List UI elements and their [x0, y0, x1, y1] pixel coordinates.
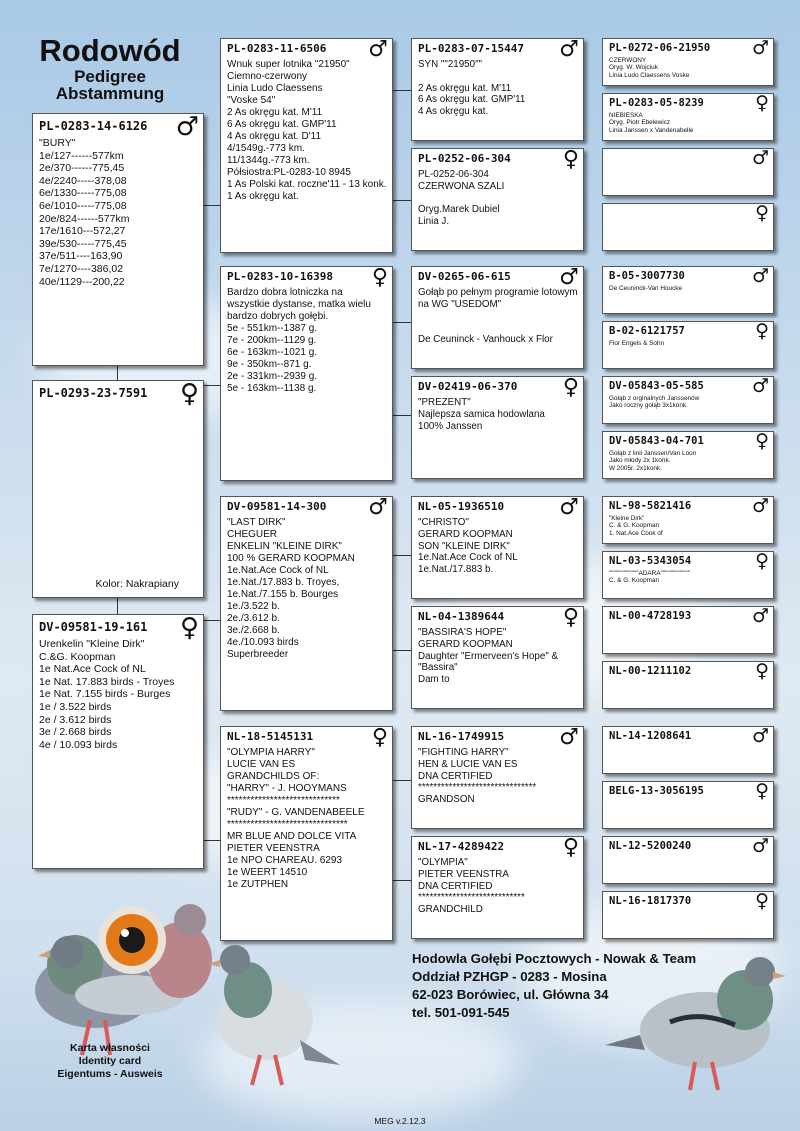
bird-description: "BASSIRA'S HOPE" GERARD KOOPMAN Daughter "Ermerveen's Hope" & "Bassira" Dam to — [418, 627, 559, 685]
great-grandparent-card — [602, 496, 774, 544]
male-symbol-icon: ♂ — [559, 726, 579, 750]
ring-number: DV-05843-04-701 — [609, 435, 704, 447]
bird-description: "OLYMPIA HARRY" LUCIE VAN ES GRANDCHILDS OF: "HARRY" - J. HOOYMANS ***************************** "RUDY" - G. VANDENABEELE ******************************* MR BLUE AND DOLCE VITA PIETER VEENSTRA 1e NPO CHAREAU. 6293 1e WEERT 14510 1e ZUTPHEN — [227, 747, 365, 890]
page-subtitle-en: Pedigree — [74, 67, 146, 86]
page-subtitle-de: Abstammung — [55, 84, 165, 103]
ring-number: DV-02419-06-370 — [418, 380, 518, 393]
ring-number: NL-00-4728193 — [609, 610, 692, 622]
male-symbol-icon: ♂ — [751, 606, 769, 627]
female-symbol-icon: ♀ — [179, 614, 199, 643]
bird-description: "PREZENT" Najlepsza samica hodowlana 100% Janssen — [418, 397, 545, 432]
bird-description: "BURY" 1e/127------577km 2e/370------775,45 4e/2240-----378,08 6e/1330-----775,08 6e/1010-----775,08 20e/824------577km 17e/1610---572,27 39e/530-----775,45 37e/511----163,90 7e/1270----386,02 40e/1129---200,22 — [39, 137, 130, 288]
bird-description: SYN ""21950"" 2 As okręgu kat. M'11 6 As okręgu kat. GMP'11 4 As okręgu kat. — [418, 59, 526, 117]
connector-line — [393, 650, 411, 651]
male-symbol-icon: ♂ — [751, 266, 769, 287]
ring-number: PL-0283-05-8239 — [609, 97, 704, 109]
female-symbol-icon: ♀ — [179, 380, 199, 409]
female-symbol-icon: ♀ — [371, 726, 388, 750]
ring-number: DV-09581-19-161 — [39, 620, 148, 634]
connector-line — [393, 90, 411, 91]
connector-line — [393, 555, 411, 556]
version-footer: MEG v.2.12.3 — [374, 1116, 426, 1126]
ring-number: NL-16-1749915 — [418, 730, 505, 743]
ring-number: NL-18-5145131 — [227, 730, 314, 743]
great-grandparent-card — [602, 93, 774, 141]
bird-description: Gołąb z linii Janssen/Van Loon Jako młody 2x 1konk. W 2005r. 2x1konk. — [609, 450, 697, 472]
female-symbol-icon: ♀ — [755, 203, 769, 224]
male-symbol-icon: ♂ — [751, 836, 769, 857]
great-grandparent-card — [602, 266, 774, 314]
bird-description: Urenkelin "Kleine Dirk" C.&G. Koopman 1e Nat.Ace Cock of NL 1e Nat. 17.883 birds - Troyes 1e Nat. 7.155 birds - Burges 1e / 3.522 birds 2e / 3.612 birds 3e / 2.668 birds 4e / 10.093 birds — [39, 638, 175, 751]
grandparent-card — [411, 38, 584, 141]
male-symbol-icon: ♂ — [751, 38, 769, 59]
connector-line — [204, 840, 220, 841]
bird-description: Flor Engels & Sohn — [609, 340, 665, 347]
female-symbol-icon: ♀ — [755, 431, 769, 452]
identity-card-pl: Karta własności — [70, 1042, 150, 1054]
ring-number: PL-0283-10-16398 — [227, 270, 333, 283]
ring-number: NL-04-1389644 — [418, 610, 505, 623]
connector-line — [393, 880, 411, 881]
grandparent-card — [411, 148, 584, 251]
grandparent-card — [411, 376, 584, 479]
ring-number: DV-05843-05-585 — [609, 380, 704, 392]
great-grandparent-card — [602, 891, 774, 939]
male-symbol-icon: ♂ — [559, 266, 579, 290]
ring-number: NL-03-5343054 — [609, 555, 692, 567]
male-symbol-icon: ♂ — [559, 38, 579, 62]
female-symbol-icon: ♀ — [562, 376, 579, 400]
connector-line — [393, 200, 411, 201]
great-grandparent-card — [602, 38, 774, 86]
breeder-phone: tel. 501-091-545 — [412, 1005, 510, 1020]
ring-number: NL-17-4289422 — [418, 840, 505, 853]
connector-line — [393, 780, 411, 781]
female-symbol-icon: ♀ — [562, 606, 579, 630]
male-symbol-icon: ♂ — [751, 376, 769, 397]
parent-card — [220, 38, 393, 253]
grandparent-card — [411, 726, 584, 829]
male-symbol-icon: ♂ — [368, 38, 388, 62]
breeder-section: Oddział PZHGP - 0283 - Mosina — [412, 969, 607, 984]
connector-line — [204, 205, 220, 206]
identity-card-en: Identity card — [78, 1055, 142, 1067]
female-symbol-icon: ♀ — [755, 321, 769, 342]
ring-number: PL-0272-06-21950 — [609, 42, 711, 54]
bird-description: PL-0252-06-304 CZERWONA SZALI Oryg.Marek Dubiel Linia J. — [418, 169, 505, 227]
ring-number: NL-98-5821416 — [609, 500, 692, 512]
breeder-address: 62-023 Borówiec, ul. Główna 34 — [412, 987, 609, 1002]
identity-card-label — [30, 1042, 190, 1081]
breeder-info — [412, 950, 772, 1022]
bird-description: "CHRISTO" GERARD KOOPMAN SON "KLEINE DIRK" 1e.Nat.Ace Cock of NL 1e.Nat./17.883 b. — [418, 517, 518, 575]
bird-description: Gołąb po pełnym programie lotowym na WG "USEDOM" De Ceuninck - Vanhouck x Flor — [418, 287, 578, 345]
bird-description: NIEBIESKA Oryg. Piotr Ebelewicz Linia Janssen x Vandenabelle — [609, 112, 694, 134]
great-grandparent-card — [602, 551, 774, 599]
ring-number: DV-09581-14-300 — [227, 500, 327, 513]
main-bird-card — [32, 113, 204, 366]
ring-number: B-05-3007730 — [609, 270, 685, 282]
breeder-name: Hodowla Gołębi Pocztowych - Nowak & Team — [412, 951, 697, 966]
ring-number: NL-05-1936510 — [418, 500, 505, 513]
grandparent-card — [411, 836, 584, 939]
great-grandparent-card — [602, 376, 774, 424]
bird-description: Wnuk super lotnika "21950" Ciemno-czerwony Linia Ludo Claessens "Voske 54" 2 As okręgu kat. M'11 6 As okręgu kat. GMP'11 4 As okręgu kat. D'11 4/1549g.-773 km. 11/1344g.-773 km. Półsiostra:PL-0283-10 8945 1 As Polski kat. roczne'11 - 13 konk. 1 As okręgu kat. — [227, 59, 387, 202]
page-title: Rodowód — [39, 33, 181, 68]
female-symbol-icon: ♀ — [562, 836, 579, 860]
ring-number: NL-14-1208641 — [609, 730, 692, 742]
great-grandparent-card — [602, 321, 774, 369]
bird-description: CZERWONY Oryg. W. Wojciuk Linia Ludo Claessens Voske — [609, 57, 690, 79]
female-symbol-icon: ♀ — [755, 551, 769, 572]
identity-card-de: Eigentums - Ausweis — [57, 1068, 163, 1080]
female-symbol-icon: ♀ — [755, 781, 769, 802]
ring-number: NL-12-5200240 — [609, 840, 692, 852]
male-symbol-icon: ♂ — [559, 496, 579, 520]
female-symbol-icon: ♀ — [562, 148, 579, 172]
ring-number: NL-16-1817370 — [609, 895, 692, 907]
female-symbol-icon: ♀ — [371, 266, 388, 290]
great-grandparent-card — [602, 661, 774, 709]
ring-number: NL-00-1211102 — [609, 665, 692, 677]
connector-line — [393, 415, 411, 416]
female-symbol-icon: ♀ — [755, 93, 769, 114]
bird-description: "LAST DIRK" CHEGUER ENKELIN "KLEINE DIRK" 100 % GERARD KOOPMAN 1e.Nat.Ace Cock of NL 1e.Nat./17.883 b. Troyes, 1e.Nat./7.155 b. Bourges 1e./3.522 b. 2e./3.612 b. 3e./2.668 b. 4e./10.093 birds Superbreeder — [227, 517, 355, 660]
great-grandparent-card — [602, 431, 774, 479]
great-grandparent-card — [602, 726, 774, 774]
great-grandparent-card — [602, 836, 774, 884]
dam-bird-card — [32, 614, 204, 869]
ring-number: DV-0265-06-615 — [418, 270, 511, 283]
ring-number: PL-0293-23-7591 — [39, 386, 148, 400]
great-grandparent-card — [602, 148, 774, 196]
bird-description: Bardzo dobra lotniczka na wszystkie dystanse, matka wielu bardzo dobrych gołębi. 5e - 551km--1387 g. 7e - 200km--1129 g. 6e - 163km--1021 g. 9e - 350km--871 g. 2e - 331km--2939 g. 5e - 163km--1138 g. — [227, 287, 371, 394]
male-symbol-icon: ♂ — [751, 496, 769, 517]
bird-description: Gołąb z orginalnych Janssenów Jako roczny gołąb 3x1konk. — [609, 395, 700, 410]
ring-number: B-02-6121757 — [609, 325, 685, 337]
bird-description: De Ceuninck-Van Houcke — [609, 285, 683, 292]
grandparent-card — [411, 266, 584, 369]
male-symbol-icon: ♂ — [751, 148, 769, 169]
great-grandparent-card — [602, 781, 774, 829]
partner-bird-card — [32, 380, 204, 598]
great-grandparent-card — [602, 606, 774, 654]
ring-number: BELG-13-3056195 — [609, 785, 704, 797]
female-symbol-icon: ♀ — [755, 891, 769, 912]
male-symbol-icon: ♂ — [175, 113, 199, 142]
bird-description: """""""""""""ADARA""""""""""""" C. & G. Koopman — [609, 570, 691, 585]
parent-card — [220, 266, 393, 481]
connector-line — [204, 620, 220, 621]
bird-description: "OLYMPIA" PIETER VEENSTRA DNA CERTIFIED **************************** GRANDCHILD — [418, 857, 525, 915]
bird-description: "FIGHTING HARRY" HEN & LUCIE VAN ES DNA CERTIFIED ******************************* GRANDSON — [418, 747, 537, 805]
grandparent-card — [411, 606, 584, 709]
male-symbol-icon: ♂ — [368, 496, 388, 520]
ring-number: PL-0283-11-6506 — [227, 42, 327, 55]
bird-color: Kolor: Nakrapiany — [95, 578, 179, 591]
ring-number: PL-0283-14-6126 — [39, 119, 148, 133]
grandparent-card — [411, 496, 584, 599]
female-symbol-icon: ♀ — [755, 661, 769, 682]
ring-number: PL-0283-07-15447 — [418, 42, 524, 55]
great-grandparent-card — [602, 203, 774, 251]
ring-number: PL-0252-06-304 — [418, 152, 511, 165]
connector-line — [204, 385, 220, 386]
parent-card — [220, 496, 393, 711]
connector-line — [393, 322, 411, 323]
male-symbol-icon: ♂ — [751, 726, 769, 747]
bird-description: "Kleine Dirk" C. & G. Koopman 1. Nat.Ace Cook of — [609, 515, 663, 537]
